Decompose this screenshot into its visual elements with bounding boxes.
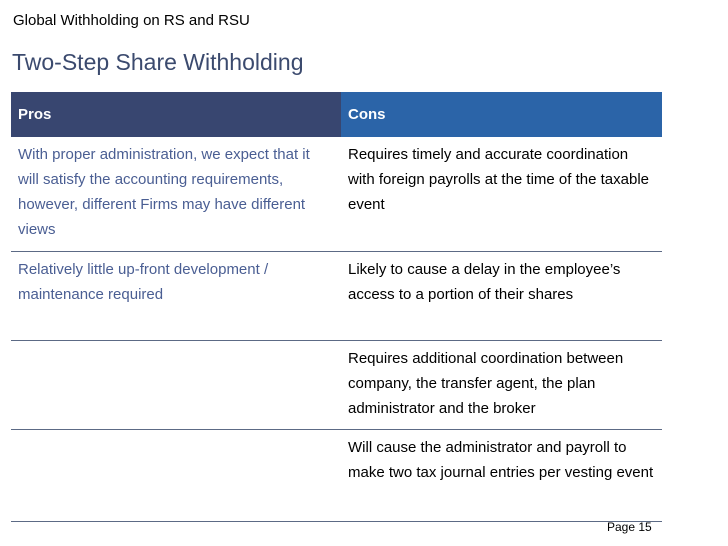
header-title: Global Withholding on RS and RSU <box>13 12 250 29</box>
cons-cell: Likely to cause a delay in the employee’s access to a portion of their shares <box>348 261 621 303</box>
table-row <box>11 137 662 252</box>
footer-line <box>11 521 662 522</box>
pros-header: Pros <box>11 92 341 137</box>
table-header <box>11 92 662 137</box>
table-row <box>11 430 662 517</box>
page-number: Page 15 <box>607 520 652 534</box>
pros-cell: Relatively little up-front development / maintenance required <box>18 261 269 303</box>
cons-header: Cons <box>341 92 662 137</box>
pros-cell <box>11 435 341 517</box>
cons-cell: Requires timely and accurate coordination with foreign payrolls at the time of the taxable event <box>348 146 649 213</box>
table-row <box>11 252 662 341</box>
pros-cell <box>11 346 341 429</box>
cons-cell: Requires additional coordination between company, the transfer agent, the plan administrator and the broker <box>348 350 624 417</box>
pros-cons-table <box>11 92 662 517</box>
table-row <box>11 341 662 430</box>
slide-title: Two-Step Share Withholding <box>12 49 304 75</box>
cons-cell: Will cause the administrator and payroll to make two tax journal entries per vesting event <box>348 439 654 481</box>
pros-cell: With proper administration, we expect that it will satisfy the accounting requirements, however, different Firms may have different views <box>18 146 310 238</box>
